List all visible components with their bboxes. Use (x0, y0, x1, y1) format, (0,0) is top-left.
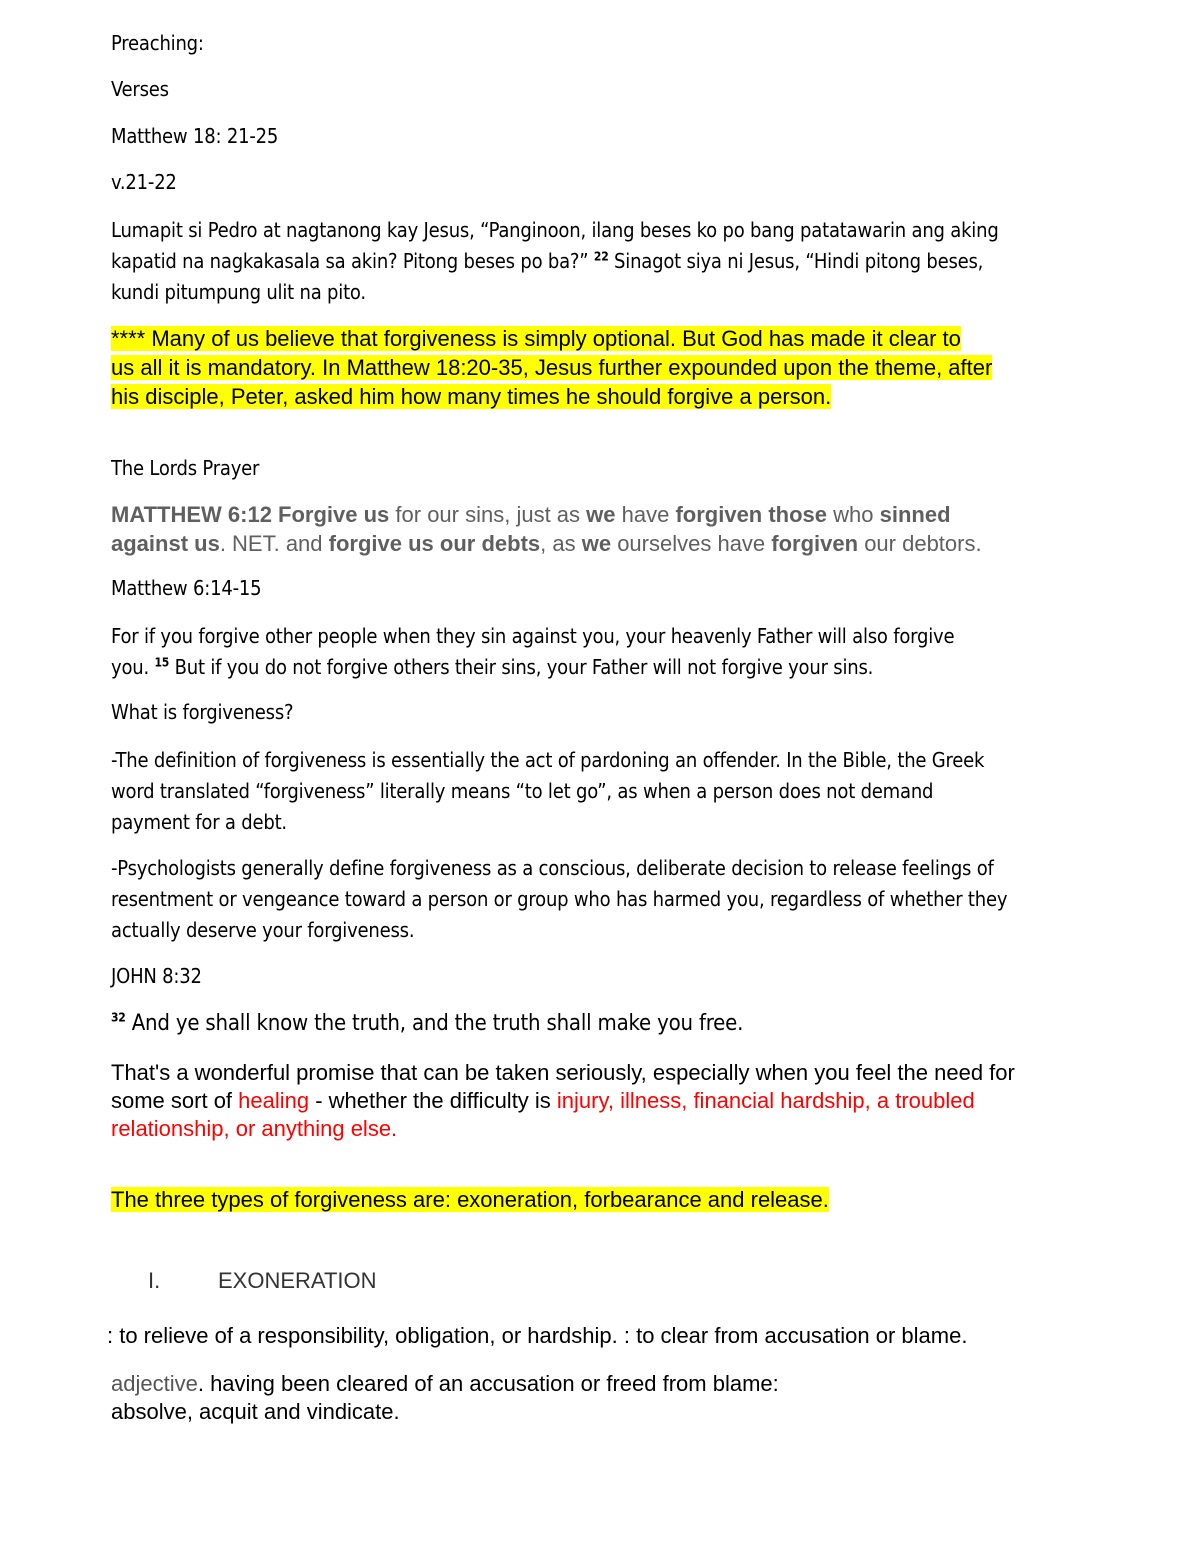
mt612-part: ourselves have (611, 531, 772, 556)
mt614-line-2b: But if you do not forgive others their sins, your Father will not forgive your sins. (169, 655, 874, 679)
verse-number-15: 15 (154, 655, 170, 670)
promise-difficulties: injury, illness, financial hardship, a troubled (556, 1088, 975, 1113)
highlight-three-types (111, 1187, 829, 1213)
section-number: I. (148, 1268, 161, 1293)
tagalog-line-2a: kapatid na nagkakasala sa akin? Pitong beses po ba?” (111, 249, 594, 273)
matthew-6-14-verse (111, 621, 954, 683)
heading-preaching: Preaching: (111, 31, 204, 55)
highlight-line-2a: us (111, 355, 141, 380)
mt612-part: forgiven (771, 531, 859, 556)
heading-lords-prayer: The Lords Prayer (111, 456, 260, 480)
def2-line-2: resentment or vengeance toward a person or group who has harmed you, regardless of whether they (111, 887, 1008, 911)
promise-line-2a: some sort of (111, 1088, 239, 1113)
tagalog-verse (111, 215, 999, 308)
def2-line-1: -Psychologists generally define forgiveness as a conscious, deliberate decision to release feelings of (111, 856, 994, 880)
def2-line-3: actually deserve your forgiveness. (111, 918, 415, 942)
def1-line-3: payment for a debt. (111, 810, 287, 834)
tagalog-line-2 (111, 246, 999, 277)
exoneration-definition: : to relieve of a responsibility, obligation, or hardship. : to clear from accusation or blame. (107, 1323, 968, 1348)
mt612-part: we (586, 502, 616, 527)
mt612-part: our debtors. (858, 531, 982, 556)
adjective-definition (111, 1370, 779, 1426)
promise-line-1: That's a wonderful promise that can be taken seriously, especially when you feel the need for (111, 1060, 1015, 1085)
promise-line-2c: - whether the difficulty is (309, 1088, 557, 1113)
matthew-6-12-verse (111, 500, 982, 558)
verse-number-22: 22 (593, 249, 609, 264)
mt612-part: against us (111, 531, 220, 556)
mt612-part: forgiven those (675, 502, 828, 527)
verse-number-32: 32 (111, 1010, 126, 1025)
mt614-line-2a: you. (111, 655, 155, 679)
mt612-part: for our sins, just as (389, 502, 587, 527)
highlight-line-3: his disciple, Peter, asked him how many times he should forgive a person. (111, 384, 832, 409)
highlight-line-2 (111, 355, 992, 380)
def1-line-1: -The definition of forgiveness is essentially the act of pardoning an offender. In the Bible, the Greek (111, 748, 985, 772)
heading-verses: Verses (111, 77, 169, 101)
mt612-part: . NET. and (219, 531, 329, 556)
highlight-three-types-text: The three types of forgiveness are: exoneration, forbearance and release. (111, 1187, 829, 1212)
promise-line-2 (111, 1087, 1015, 1115)
highlight-line-1: **** Many of us believe that forgiveness is simply optional. But God has made it clear to (111, 326, 961, 351)
reference-verse-21-22: v.21-22 (111, 170, 177, 194)
mt612-part: we (581, 531, 612, 556)
highlight-line-2c: In Matthew 18:20-35, Jesus further expounded upon the theme, after (316, 355, 993, 380)
definition-bible (111, 745, 984, 838)
mt612-part: have (615, 502, 676, 527)
john-verse-text: And ye shall know the truth, and the truth shall make you free. (125, 1011, 744, 1036)
mt614-line-2 (111, 652, 954, 683)
heading-what-is-forgiveness: What is forgiveness? (111, 700, 294, 724)
mt612-part: , as (540, 531, 582, 556)
tagalog-line-2b: Sinagot siya ni Jesus, “Hindi pitong beses, (608, 249, 984, 273)
reference-john-8-32: JOHN 8:32 (111, 964, 202, 988)
mt612-part: forgive us our debts (328, 531, 541, 556)
promise-paragraph (111, 1059, 1015, 1143)
mt612-part: who (827, 502, 880, 527)
mt614-line-1: For if you forgive other people when they sin against you, your heavenly Father will also forgive (111, 624, 955, 648)
john-8-32-verse (111, 1011, 743, 1036)
adjective-line-1: . having been cleared of an accusation or freed from blame: (197, 1371, 779, 1396)
matthew-6-12-ref: MATTHEW 6:12 (111, 502, 272, 527)
tagalog-line-1: Lumapit si Pedro at nagtanong kay Jesus, “Panginoon, ilang beses ko po bang patatawarin ang aking (111, 218, 999, 242)
promise-line-3: relationship, or anything else. (111, 1116, 398, 1141)
reference-matthew-18: Matthew 18: 21-25 (111, 124, 279, 148)
definition-psychologists (111, 853, 1007, 946)
highlight-note-mandatory (111, 324, 992, 411)
adjective-line-2: absolve, acquit and vindicate. (111, 1399, 400, 1424)
section-title-exoneration: EXONERATION (218, 1268, 377, 1293)
mt612-part: Forgive us (271, 502, 390, 527)
mt612-part: sinned (879, 502, 951, 527)
reference-matthew-6-14: Matthew 6:14-15 (111, 576, 262, 600)
adjective-label: adjective (111, 1371, 198, 1396)
promise-healing: healing (238, 1088, 310, 1113)
def1-line-2: word translated “forgiveness” literally means “to let go”, as when a person does not demand (111, 779, 934, 803)
highlight-mandatory: all it is mandatory. (140, 355, 317, 380)
tagalog-line-3: kundi pitumpung ulit na pito. (111, 280, 366, 304)
